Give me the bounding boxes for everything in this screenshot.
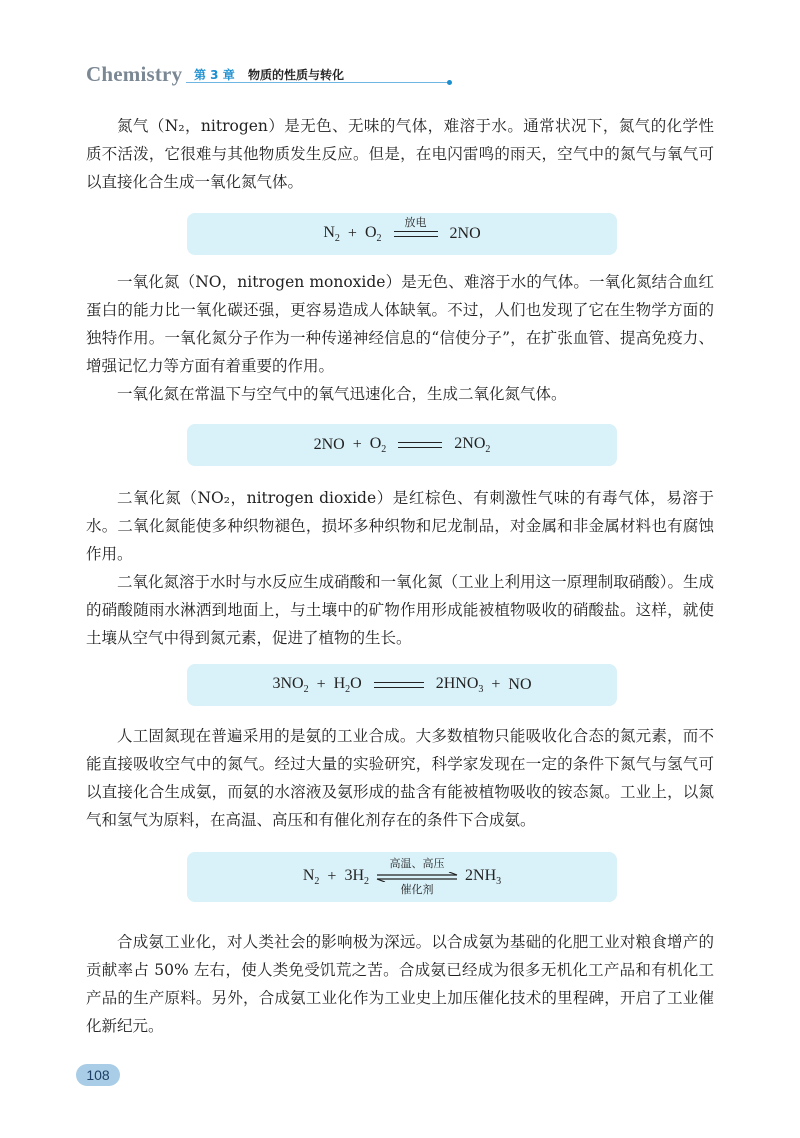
eq-term: $H_2O$ [333, 674, 362, 696]
eq-plus: + [347, 225, 357, 242]
eq-condition: 放电 [404, 216, 427, 229]
eq-product: $2NO_2$ [454, 434, 491, 456]
eq-term: $O_2$ [364, 223, 382, 245]
chapter-number: 第 3 章 [194, 68, 235, 82]
eq-product: $2HNO_3$ [435, 674, 484, 696]
book-brand: Chemistry [86, 62, 183, 86]
eq-product: 2NO [449, 225, 481, 242]
paragraph-text: 二氧化氮（NO₂，nitrogen dioxide）是红棕色、有刺激性气味的有毒气体，易溶于水。二氧化氮能使多种织物褪色，损坏多种织物和尼龙制品，对金属和非金属材料也有腐蚀作用。 [86, 489, 714, 563]
paragraph-text: 人工固氮现在普遍采用的是氨的工业合成。大多数植物只能吸收化合态的氮元素，而不能直接吸收空气中的氮气。经过大量的实验研究，科学家发现在一定的条件下氮气与氢气可以直接化合生成氨，而氨的水溶液及氨形成的盐含有能被植物吸收的铵态氮。工业上，以氮气和氢气为原料，在高温、高压和有催化剂存在的条件下合成氨。 [86, 727, 714, 829]
eq-term: $O_2$ [369, 434, 387, 456]
eq-product: NO [508, 676, 532, 693]
eq-equals-sign [394, 216, 438, 237]
eq-term: 2NO [313, 436, 345, 453]
paragraph-nitric-oxide [86, 268, 714, 408]
reversible-arrow-icon [375, 857, 459, 896]
page-header [86, 60, 376, 90]
paragraph-text: 一氧化氮在常温下与空气中的氧气迅速化合，生成二氧化氮气体。 [117, 385, 567, 403]
paragraph-ammonia-synthesis [86, 722, 714, 834]
chapter-title: 物质的性质与转化 [248, 68, 345, 82]
paragraph-nitrogen-dioxide [86, 484, 714, 652]
paragraph-text: 合成氨工业化，对人类社会的影响极为深远。以合成氨为基础的化肥工业对粮食增产的贡献率占 50% 左右，使人类免受饥荒之苦。合成氨已经成为很多无机化工产品和有机化工产品的生产原料。另外，合成氨工业化作为工业史上加压催化技术的里程碑，开启了工业催化新纪元。 [86, 933, 714, 1035]
header-rule [186, 82, 448, 83]
eq-term: $N_2$ [302, 866, 320, 888]
eq-condition-top: 高温、高压 [389, 857, 445, 870]
equation-ammonia [187, 852, 617, 902]
eq-term: $N_2$ [323, 223, 340, 245]
eq-equals-sign [398, 442, 442, 448]
eq-condition-bottom: 催化剂 [400, 883, 434, 896]
equation-no-oxygen [187, 424, 617, 466]
paragraph-text: 一氧化氮（NO，nitrogen monoxide）是无色、难溶于水的气体。一氧化氮结合血红蛋白的能力比一氧化碳还强，更容易造成人体缺氧。不过，人们也发现了它在生物学方面的独特作用。一氧化氮分子作为一种传递神经信息的“信使分子”，在扩张血管、提高免疫力、增强记忆力等方面有着重要的作用。 [86, 273, 714, 375]
header-dot-icon [447, 80, 452, 85]
equation-no2-water [187, 664, 617, 706]
paragraph-text: 二氧化氮溶于水时与水反应生成硝酸和一氧化氮（工业上利用这一原理制取硝酸）。生成的硝酸随雨水淋洒到地面上，与土壤中的矿物作用形成能被植物吸收的硝酸盐。这样，就使土壤从空气中得到氮元素，促进了植物的生长。 [86, 573, 714, 647]
paragraph-text: 氮气（N₂，nitrogen）是无色、无味的气体，难溶于水。通常状况下，氮气的化学性质不活泼，它很难与其他物质发生反应。但是，在电闪雷鸣的雨天，空气中的氮气与氧气可以直接化合生成一氧化氮气体。 [86, 117, 714, 191]
eq-product: $2NH_3$ [465, 866, 502, 888]
page-number: 108 [86, 1067, 110, 1083]
paragraph-nitrogen [86, 112, 714, 196]
page-number-badge [76, 1064, 120, 1086]
paragraph-ammonia-impact [86, 928, 714, 1040]
eq-term: $3H_2$ [344, 866, 370, 888]
eq-plus: + [352, 436, 362, 453]
eq-plus: + [491, 676, 501, 693]
eq-plus: + [316, 676, 326, 693]
eq-equals-sign [374, 682, 424, 688]
eq-plus: + [327, 868, 337, 885]
equation-nitrogen-oxygen [187, 213, 617, 255]
eq-term: $3NO_2$ [272, 674, 309, 696]
